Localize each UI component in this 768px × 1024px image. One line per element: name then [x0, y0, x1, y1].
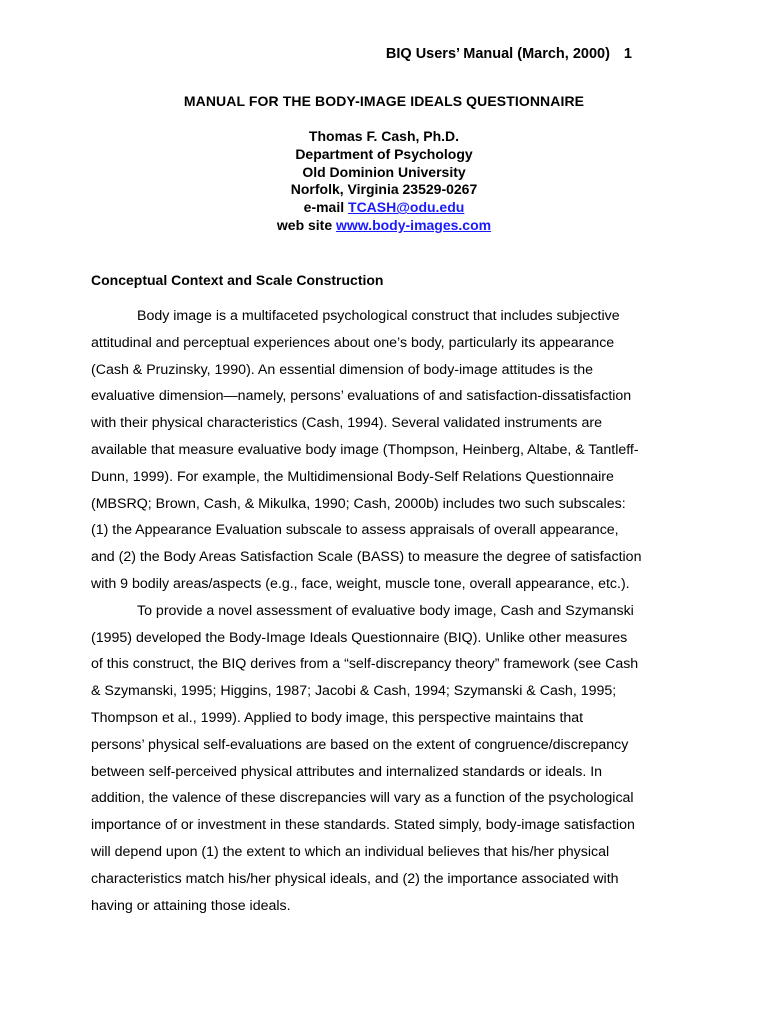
running-header-title: BIQ Users’ Manual (March, 2000)	[385, 46, 610, 62]
text-line: available that measure evaluative body image (Thompson, Heinberg, Altabe, & Tantleff-	[91, 441, 639, 458]
text-line: importance of or investment in these standards. Stated simply, body-image satisfaction	[91, 817, 635, 834]
text-line: will depend upon (1) the extent to which an individual believes that his/her physical	[91, 843, 610, 860]
text-line: with their physical characteristics (Cash, 1994). Several validated instruments are	[91, 415, 602, 432]
text-line: (Cash & Pruzinsky, 1990). An essential dimension of body-image attitudes is the	[91, 361, 594, 378]
document-title: MANUAL FOR THE BODY-IMAGE IDEALS QUESTIONNAIRE	[183, 93, 585, 109]
text-line: Dunn, 1999). For example, the Multidimensional Body-Self Relations Questionnaire	[91, 468, 614, 485]
text-line: & Szymanski, 1995; Higgins, 1987; Jacobi & Cash, 1994; Szymanski & Cash, 1995;	[91, 683, 617, 700]
section-heading: Conceptual Context and Scale Construction	[91, 272, 384, 288]
body-text	[91, 303, 679, 919]
email-label: e-mail	[303, 199, 345, 216]
text-line: having or attaining those ideals.	[91, 897, 291, 914]
text-line: characteristics match his/her physical ideals, and (2) the importance associated with	[91, 870, 619, 887]
author-location: Norfolk, Virginia 23529-0267	[290, 181, 478, 198]
page-number: 1	[623, 46, 632, 62]
author-university: Old Dominion University	[302, 163, 466, 180]
text-line: addition, the valence of these discrepancies will vary as a function of the psychological	[91, 790, 634, 807]
author-website-line	[0, 217, 768, 235]
author-block	[0, 128, 768, 235]
text-line: of this construct, the BIQ derives from a “self-discrepancy theory” framework (see Cash	[91, 656, 639, 673]
text-line: persons’ physical self-evaluations are based on the extent of congruence/discrepancy	[91, 736, 629, 753]
text-line: (1) the Appearance Evaluation subscale to assess appraisals of overall appearance,	[91, 522, 619, 539]
body-paragraph	[91, 303, 679, 598]
running-header	[386, 46, 632, 62]
text-line: (MBSRQ; Brown, Cash, & Mikulka, 1990; Cash, 2000b) includes two such subscales:	[91, 495, 626, 512]
text-line: (1995) developed the Body-Image Ideals Questionnaire (BIQ). Unlike other measures	[91, 629, 628, 646]
email-link[interactable]: TCASH@odu.edu	[348, 199, 465, 216]
website-label: web site	[276, 216, 333, 233]
text-line: Thompson et al., 1999). Applied to body image, this perspective maintains that	[91, 709, 584, 726]
text-line: evaluative dimension—namely, persons’ evaluations of and satisfaction-dissatisfaction	[91, 388, 632, 405]
author-department: Department of Psychology	[295, 145, 473, 162]
text-line: attitudinal and perceptual experiences about one’s body, particularly its appearance	[91, 334, 615, 351]
body-paragraph	[91, 598, 679, 920]
text-line: and (2) the Body Areas Satisfaction Scale (BASS) to measure the degree of satisfaction	[91, 549, 642, 566]
website-link[interactable]: www.body-images.com	[336, 216, 492, 233]
text-line: To provide a novel assessment of evaluative body image, Cash and Szymanski	[137, 602, 634, 619]
text-line: between self-perceived physical attributes and internalized standards or ideals. In	[91, 763, 603, 780]
text-line: with 9 bodily areas/aspects (e.g., face, weight, muscle tone, overall appearance, etc.).	[91, 575, 630, 592]
author-email-line	[0, 199, 768, 217]
text-line: Body image is a multifaceted psychological construct that includes subjective	[137, 308, 620, 324]
author-name: Thomas F. Cash, Ph.D.	[308, 128, 460, 144]
